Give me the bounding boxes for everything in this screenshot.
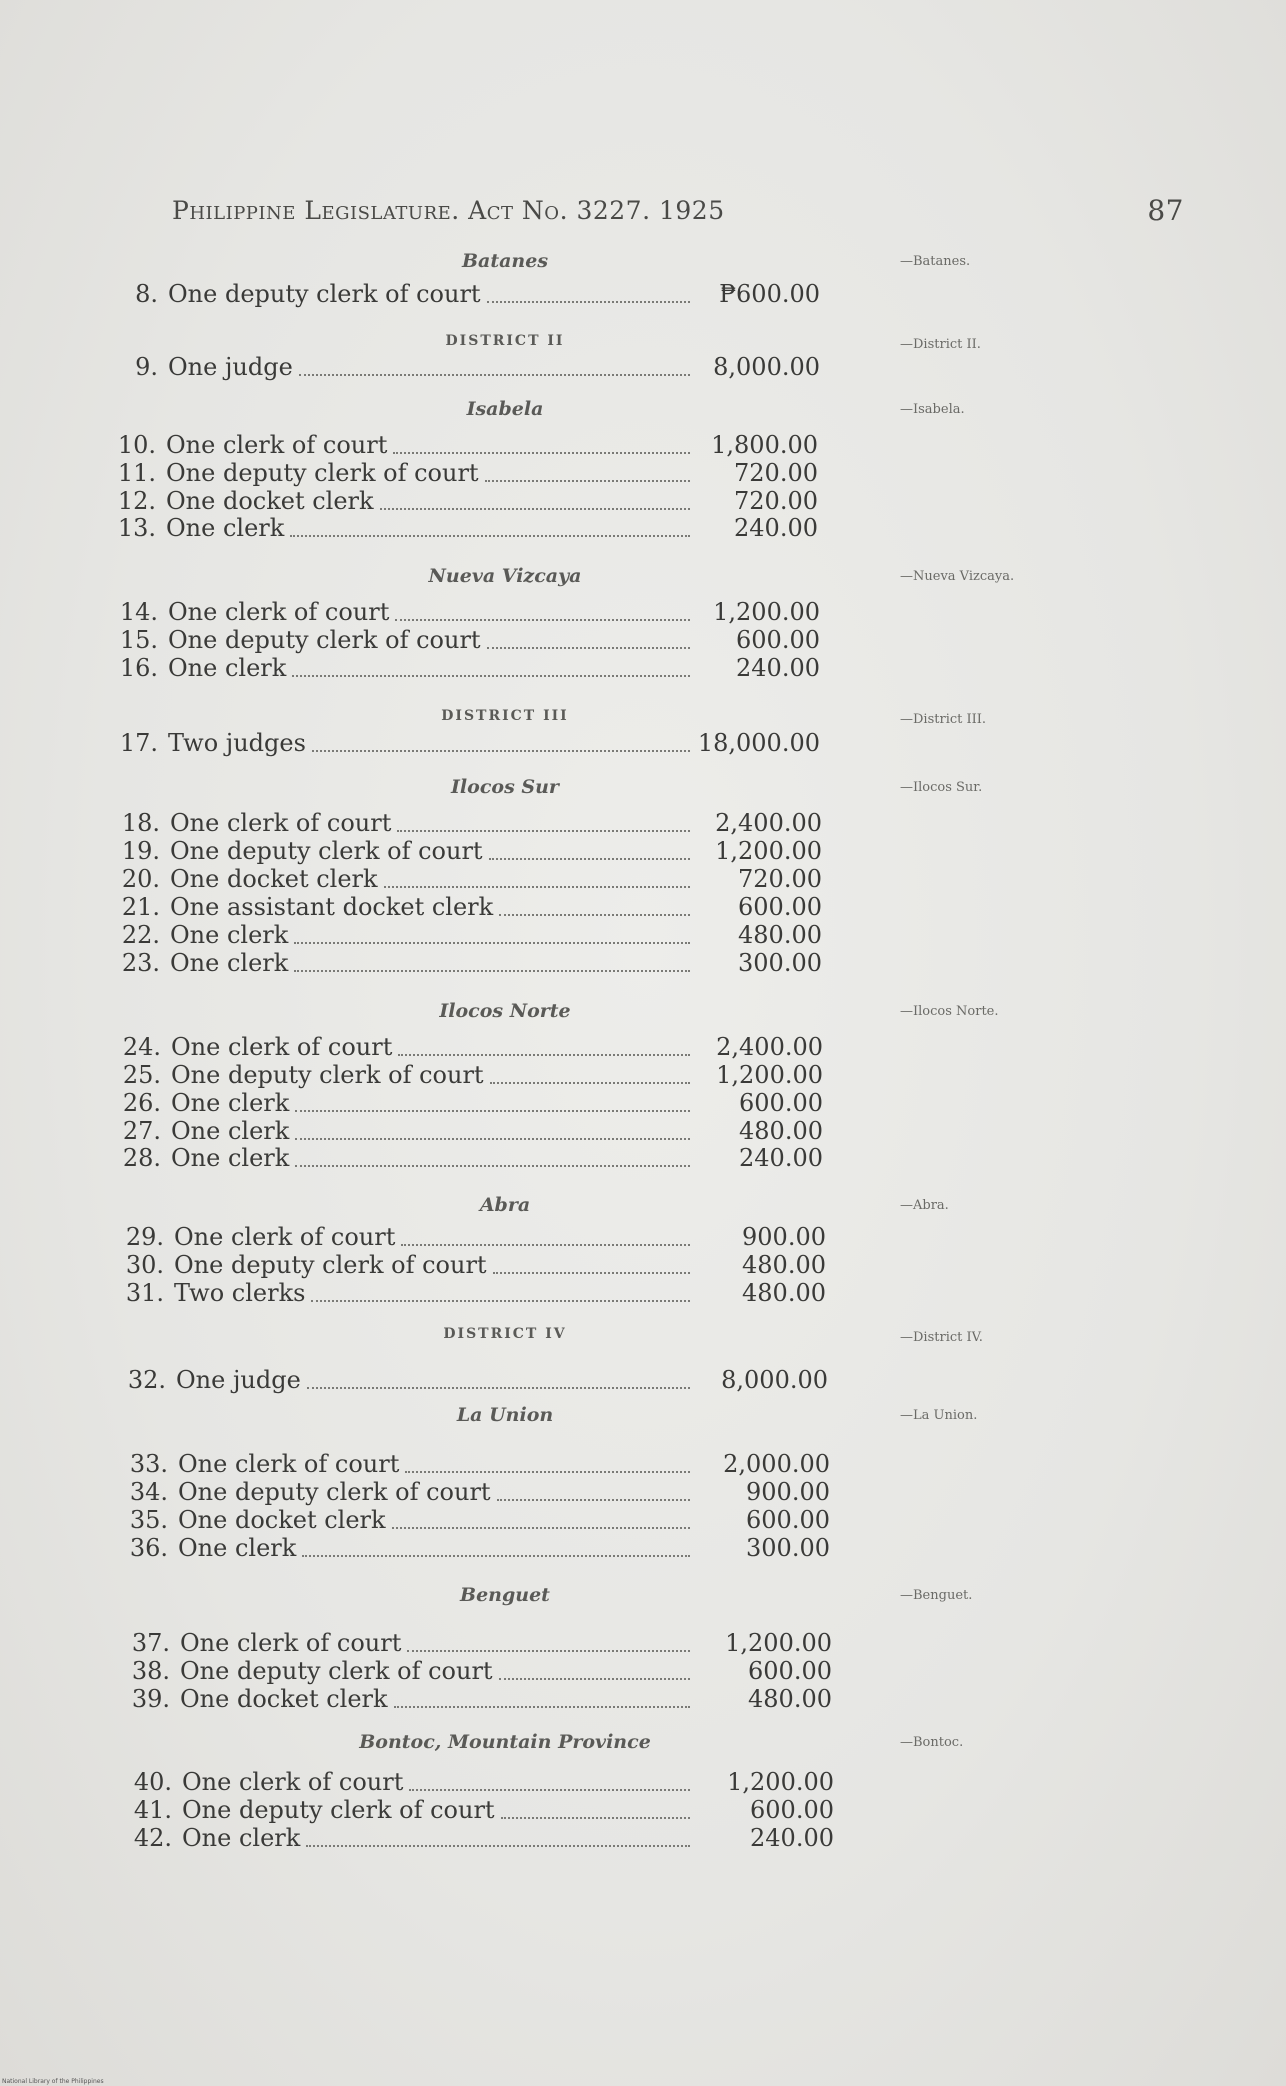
position-label: One deputy clerk of court [171, 1061, 484, 1089]
position-label: One docket clerk [178, 1506, 386, 1534]
appropriation-row [120, 1534, 840, 1562]
dot-leader [290, 535, 690, 537]
dot-leader [294, 942, 690, 944]
position-label: Two clerks [174, 1279, 306, 1307]
item-number: 11. [117, 459, 156, 487]
salary-amount: 480.00 [738, 921, 822, 949]
dot-leader [384, 886, 690, 888]
dot-leader [487, 647, 690, 649]
appropriation-row [113, 1061, 833, 1089]
dot-leader [299, 374, 690, 376]
item-number: 17. [119, 729, 158, 757]
salary-amount: 1,200.00 [725, 1629, 832, 1657]
appropriation-row [122, 1685, 842, 1713]
dot-leader [407, 1650, 690, 1652]
item-number: 8. [135, 280, 158, 308]
dot-leader [487, 301, 690, 303]
dot-leader [311, 1300, 690, 1302]
salary-amount: 720.00 [734, 487, 818, 515]
salary-amount: 480.00 [739, 1117, 823, 1145]
dot-leader [306, 1845, 690, 1847]
marginal-note: —District II. [900, 337, 981, 352]
dot-leader [295, 1138, 690, 1140]
position-label: One judge [176, 1366, 301, 1394]
appropriation-row [112, 921, 832, 949]
salary-amount: 600.00 [750, 1796, 834, 1824]
position-label: One deputy clerk of court [178, 1478, 491, 1506]
district-heading: DISTRICT II [445, 333, 565, 349]
province-heading: Bontoc, Mountain Province [359, 1731, 651, 1753]
appropriation-row [120, 1478, 840, 1506]
salary-amount: 720.00 [738, 865, 822, 893]
item-number: 37. [131, 1629, 170, 1657]
appropriation-row [110, 626, 830, 654]
position-label: One clerk [171, 1117, 290, 1145]
position-label: One docket clerk [166, 487, 374, 515]
appropriation-row [113, 1117, 833, 1145]
appropriation-row [116, 1279, 836, 1307]
salary-amount: 1,800.00 [711, 431, 818, 459]
item-number: 36. [129, 1534, 168, 1562]
position-label: One clerk [171, 1089, 290, 1117]
scan-credit: National Library of the Philippines [2, 2078, 104, 2085]
dot-leader [392, 1527, 690, 1529]
appropriation-row [112, 949, 832, 977]
appropriation-row [124, 1824, 844, 1852]
dot-leader [295, 1110, 690, 1112]
dot-leader [489, 858, 690, 860]
position-label: One clerk [178, 1534, 297, 1562]
position-label: One deputy clerk of court [170, 837, 483, 865]
item-number: 20. [121, 865, 160, 893]
item-number: 14. [119, 598, 158, 626]
salary-amount: 900.00 [746, 1478, 830, 1506]
marginal-note: —Ilocos Sur. [900, 780, 983, 795]
salary-amount: 300.00 [738, 949, 822, 977]
item-number: 21. [121, 893, 160, 921]
position-label: One deputy clerk of court [182, 1796, 495, 1824]
item-number: 16. [119, 654, 158, 682]
item-number: 34. [129, 1478, 168, 1506]
appropriation-row [112, 837, 832, 865]
marginal-note: —Batanes. [900, 254, 971, 269]
item-number: 22. [121, 921, 160, 949]
position-label: One assistant docket clerk [170, 893, 494, 921]
salary-amount: 600.00 [746, 1506, 830, 1534]
salary-amount: 720.00 [734, 459, 818, 487]
salary-amount: 240.00 [736, 654, 820, 682]
salary-amount: 1,200.00 [716, 1061, 823, 1089]
item-number: 19. [121, 837, 160, 865]
position-label: One clerk [182, 1824, 301, 1852]
dot-leader [393, 452, 690, 454]
dot-leader [294, 970, 690, 972]
salary-amount: 600.00 [736, 626, 820, 654]
page-number: 87 [1147, 194, 1184, 227]
position-label: Two judges [168, 729, 306, 757]
item-number: 27. [122, 1117, 161, 1145]
position-label: One clerk [170, 949, 289, 977]
province-heading: Batanes [461, 250, 549, 272]
position-label: One clerk [168, 654, 287, 682]
item-number: 33. [129, 1450, 168, 1478]
appropriation-row [112, 893, 832, 921]
dot-leader [490, 1082, 690, 1084]
dot-leader [501, 1817, 690, 1819]
item-number: 42. [133, 1824, 172, 1852]
dot-leader [493, 1272, 690, 1274]
item-number: 30. [125, 1251, 164, 1279]
appropriation-row [112, 865, 832, 893]
salary-amount: 1,200.00 [727, 1768, 834, 1796]
appropriation-row [120, 1450, 840, 1478]
item-number: 25. [122, 1061, 161, 1089]
dot-leader [394, 1706, 690, 1708]
salary-amount: 1,200.00 [713, 598, 820, 626]
salary-amount: 600.00 [738, 893, 822, 921]
district-heading: DISTRICT IV [443, 1326, 567, 1342]
salary-amount: 480.00 [748, 1685, 832, 1713]
position-label: One deputy clerk of court [180, 1657, 493, 1685]
dot-leader [405, 1471, 690, 1473]
appropriation-row [120, 1506, 840, 1534]
dot-leader [395, 619, 690, 621]
salary-amount: 480.00 [742, 1251, 826, 1279]
province-heading: Ilocos Sur [451, 776, 559, 798]
salary-amount: 900.00 [742, 1223, 826, 1251]
salary-amount: 1,200.00 [715, 837, 822, 865]
dot-leader [485, 480, 690, 482]
appropriation-row [112, 809, 832, 837]
item-number: 13. [117, 514, 156, 542]
appropriation-row [124, 1768, 844, 1796]
position-label: One clerk of court [180, 1629, 402, 1657]
item-number: 40. [133, 1768, 172, 1796]
appropriation-row [116, 1251, 836, 1279]
marginal-note: —District IV. [900, 1330, 983, 1345]
position-label: One clerk [166, 514, 285, 542]
marginal-note: —District III. [900, 712, 987, 727]
item-number: 41. [133, 1796, 172, 1824]
salary-amount: 600.00 [748, 1657, 832, 1685]
item-number: 9. [135, 353, 158, 381]
dot-leader [497, 1499, 690, 1501]
appropriation-row [110, 280, 830, 308]
item-number: 15. [119, 626, 158, 654]
item-number: 23. [121, 949, 160, 977]
province-heading: Isabela [466, 398, 544, 420]
appropriation-row [110, 729, 830, 757]
position-label: One docket clerk [170, 865, 378, 893]
running-head [172, 196, 1184, 225]
appropriation-row [108, 514, 828, 542]
dot-leader [307, 1387, 690, 1389]
dot-leader [380, 508, 690, 510]
appropriation-row [118, 1366, 838, 1394]
salary-amount: 300.00 [746, 1534, 830, 1562]
position-label: One deputy clerk of court [168, 280, 481, 308]
marginal-note: —Bontoc. [900, 1735, 964, 1750]
appropriation-row [124, 1796, 844, 1824]
item-number: 31. [125, 1279, 164, 1307]
item-number: 35. [129, 1506, 168, 1534]
dot-leader [499, 914, 690, 916]
item-number: 26. [122, 1089, 161, 1117]
item-number: 29. [125, 1223, 164, 1251]
item-number: 12. [117, 487, 156, 515]
running-title: Philippine Legislature. Act No. 3227. 1925 [172, 196, 725, 225]
dot-leader [312, 750, 690, 752]
appropriation-row [108, 459, 828, 487]
dot-leader [499, 1678, 690, 1680]
position-label: One deputy clerk of court [168, 626, 481, 654]
salary-amount: 240.00 [750, 1824, 834, 1852]
dot-leader [409, 1789, 690, 1791]
appropriation-row [113, 1033, 833, 1061]
salary-amount: 18,000.00 [697, 729, 820, 757]
salary-amount: 2,400.00 [715, 809, 822, 837]
marginal-note: —Abra. [900, 1198, 949, 1213]
marginal-note: —Benguet. [900, 1588, 973, 1603]
position-label: One docket clerk [180, 1685, 388, 1713]
salary-amount: 240.00 [739, 1144, 823, 1172]
salary-amount: ₱600.00 [719, 280, 820, 308]
appropriation-row [113, 1089, 833, 1117]
dot-leader [302, 1555, 690, 1557]
position-label: One clerk of court [170, 809, 392, 837]
marginal-note: —Isabela. [900, 402, 965, 417]
position-label: One clerk of court [171, 1033, 393, 1061]
province-heading: Abra [479, 1194, 531, 1216]
dot-leader [401, 1244, 690, 1246]
dot-leader [295, 1165, 690, 1167]
marginal-note: —La Union. [900, 1408, 978, 1423]
salary-amount: 2,000.00 [723, 1450, 830, 1478]
item-number: 24. [122, 1033, 161, 1061]
item-number: 28. [122, 1144, 161, 1172]
item-number: 18. [121, 809, 160, 837]
position-label: One clerk of court [168, 598, 390, 626]
salary-amount: 8,000.00 [721, 1366, 828, 1394]
position-label: One clerk of court [174, 1223, 396, 1251]
province-heading: Nueva Vizcaya [428, 565, 582, 587]
position-label: One deputy clerk of court [166, 459, 479, 487]
position-label: One clerk of court [182, 1768, 404, 1796]
position-label: One clerk [171, 1144, 290, 1172]
salary-amount: 600.00 [739, 1089, 823, 1117]
salary-amount: 2,400.00 [716, 1033, 823, 1061]
dot-leader [397, 830, 690, 832]
salary-amount: 480.00 [742, 1279, 826, 1307]
salary-amount: 240.00 [734, 514, 818, 542]
dot-leader [292, 675, 690, 677]
appropriation-row [122, 1629, 842, 1657]
appropriation-row [113, 1144, 833, 1172]
item-number: 38. [131, 1657, 170, 1685]
appropriation-row [110, 598, 830, 626]
position-label: One clerk [170, 921, 289, 949]
marginal-note: —Ilocos Norte. [900, 1004, 999, 1019]
position-label: One deputy clerk of court [174, 1251, 487, 1279]
position-label: One judge [168, 353, 293, 381]
item-number: 32. [127, 1366, 166, 1394]
item-number: 10. [117, 431, 156, 459]
position-label: One clerk of court [178, 1450, 400, 1478]
appropriation-row [110, 654, 830, 682]
province-heading: Ilocos Norte [439, 1000, 571, 1022]
position-label: One clerk of court [166, 431, 388, 459]
marginal-note: —Nueva Vizcaya. [900, 569, 1015, 584]
item-number: 39. [131, 1685, 170, 1713]
appropriation-row [108, 431, 828, 459]
appropriation-row [122, 1657, 842, 1685]
appropriation-row [108, 487, 828, 515]
appropriation-row [110, 353, 830, 381]
district-heading: DISTRICT III [441, 708, 569, 724]
dot-leader [398, 1054, 690, 1056]
province-heading: Benguet [460, 1584, 550, 1606]
province-heading: La Union [456, 1404, 554, 1426]
appropriation-row [116, 1223, 836, 1251]
salary-amount: 8,000.00 [713, 353, 820, 381]
